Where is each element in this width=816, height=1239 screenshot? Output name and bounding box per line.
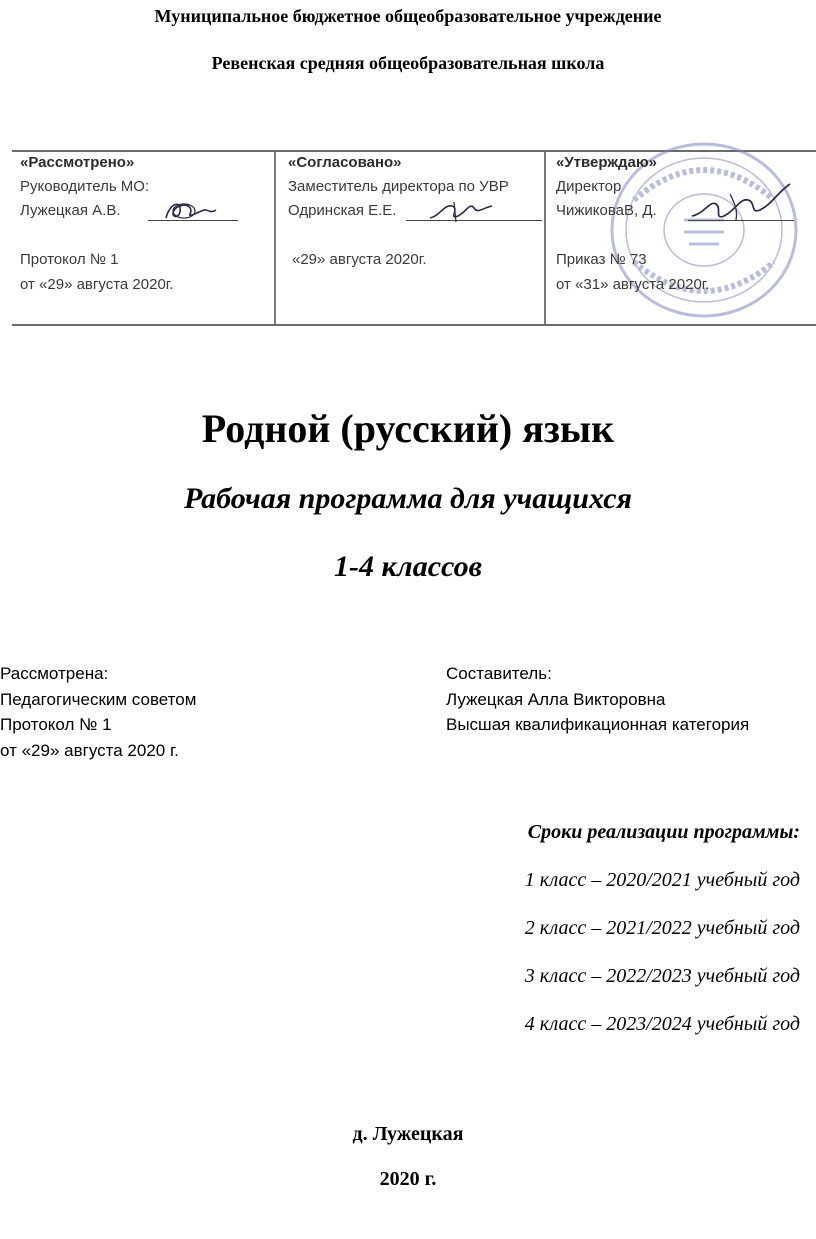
reviewed-role: Руководитель МО: — [20, 178, 150, 195]
considered-label: Рассмотрена: — [0, 664, 109, 683]
approved-role: Директор — [556, 178, 622, 195]
author-label: Составитель: — [446, 664, 552, 683]
program-title: Рабочая программа для учащихся — [183, 482, 633, 515]
author-name: Лужецкая Алла Викторовна — [446, 689, 666, 709]
subject-title: Родной (русский) язык — [201, 406, 615, 451]
period-item: 1 класс – 2020/2021 учебный год — [524, 869, 800, 891]
approved-heading: «Утверждаю» — [556, 154, 658, 171]
agreed-heading: «Согласовано» — [288, 154, 402, 171]
approved-date: от «31» августа 2020г. — [556, 276, 710, 293]
periods-title: Сроки реализации программы: — [527, 821, 800, 843]
considered-protocol: Протокол № 1 — [0, 715, 112, 734]
author-block — [446, 661, 749, 738]
agreed-person: Одринская Е.Е. — [288, 202, 397, 219]
period-item: 2 класс – 2021/2022 учебный год — [524, 917, 800, 939]
approval-table — [12, 150, 816, 326]
author-category: Высшая квалификационная категория — [446, 715, 750, 734]
reviewed-heading: «Рассмотрено» — [20, 154, 135, 171]
implementation-periods — [525, 820, 800, 1036]
approved-order: Приказ № 73 — [556, 251, 647, 268]
approval-reviewed — [12, 152, 276, 324]
reviewed-date: от «29» августа 2020г. — [20, 276, 174, 293]
agreed-date: «29» августа 2020г. — [292, 251, 427, 268]
reviewed-protocol: Протокол № 1 — [20, 251, 119, 268]
approval-agreed — [276, 152, 546, 324]
considered-block — [0, 661, 196, 763]
agreed-role: Заместитель директора по УВР — [288, 178, 509, 195]
grades-title: 1-4 классов — [334, 550, 482, 583]
reviewed-signature — [160, 196, 222, 226]
school-type: Муниципальное бюджетное общеобразовательное учреждение — [154, 6, 662, 26]
period-item: 4 класс – 2023/2024 учебный год — [524, 1013, 800, 1035]
footer-place: д. Лужецкая — [352, 1123, 464, 1145]
approved-signature — [686, 180, 796, 226]
considered-body: Педагогическим советом — [0, 689, 197, 709]
considered-date: от «29» августа 2020 г. — [0, 740, 179, 760]
footer-year: 2020 г. — [379, 1168, 437, 1190]
reviewed-person: Лужецкая А.В. — [20, 202, 121, 219]
approval-approved — [546, 152, 816, 324]
period-item: 3 класс – 2022/2023 учебный год — [524, 965, 800, 987]
approved-person: ЧижиковаВ, Д. — [556, 202, 657, 219]
agreed-signature — [426, 196, 496, 226]
school-name: Ревенская средняя общеобразовательная школа — [211, 53, 605, 73]
